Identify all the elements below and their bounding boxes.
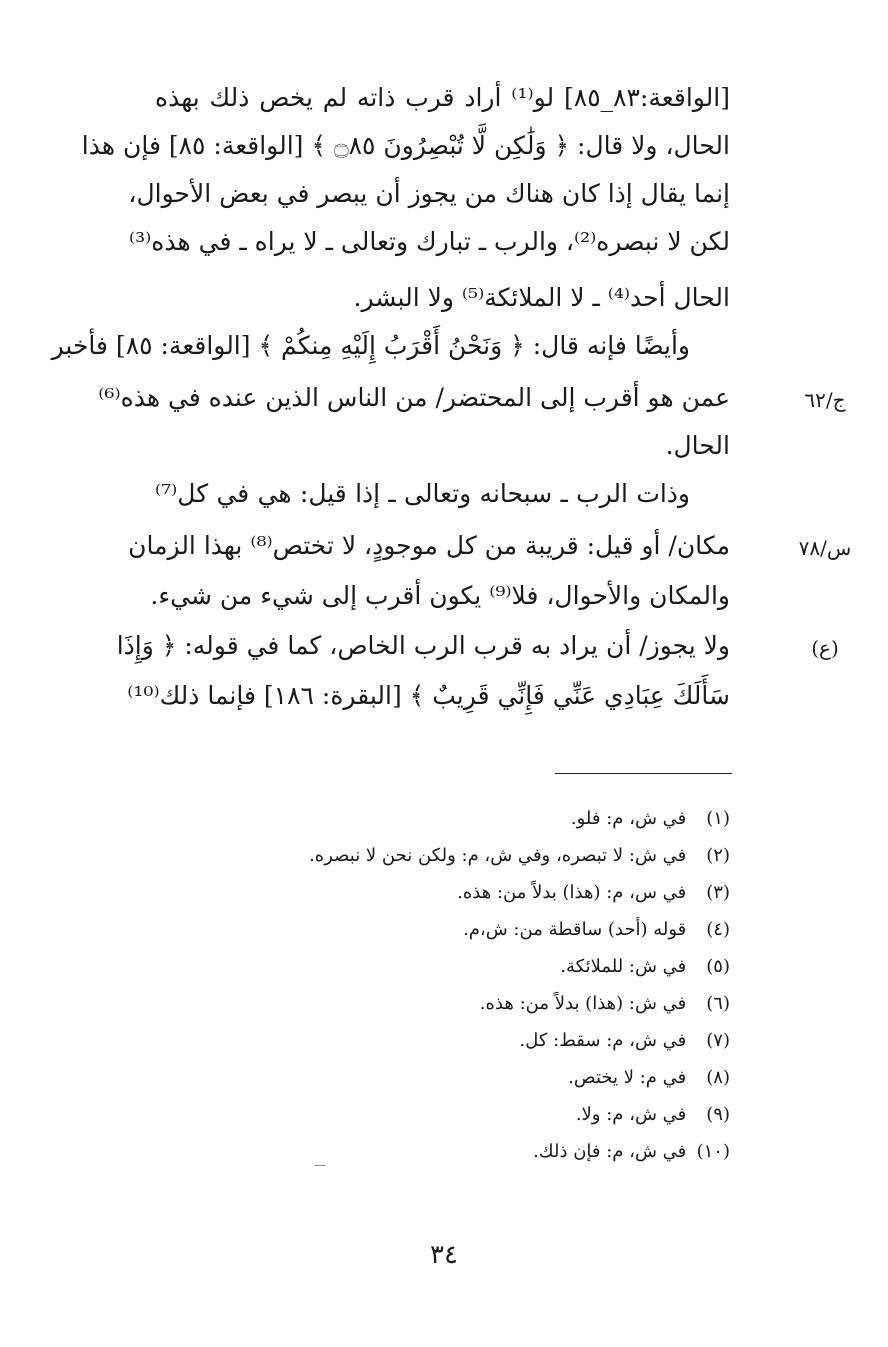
margin-note: س/٧٨	[798, 536, 852, 560]
footnote	[130, 1133, 730, 1170]
footnote-text: في ش: (هذا) بدلاً من: هذه.	[479, 993, 687, 1014]
body-line: وذات الرب ـ سبحانه وتعالى ـ إذا قيل: هي في كل⁽⁷⁾	[155, 479, 690, 508]
footnote	[130, 948, 730, 985]
footnote-number: (٥)	[706, 956, 730, 977]
footnote	[130, 1096, 730, 1133]
footnote	[130, 800, 730, 837]
footnote	[130, 1022, 730, 1059]
body-line: الحال أحد⁽⁴⁾ ـ لا الملائكة⁽⁵⁾ ولا البشر.	[353, 283, 730, 312]
footnote-number: (٤)	[706, 919, 730, 940]
body-line: إنما يقال إذا كان هناك من يجوز أن يبصر في بعض الأحوال،	[128, 179, 730, 208]
body-line: لكن لا نبصره⁽²⁾، والرب ـ تبارك وتعالى ـ لا يراه ـ في هذه⁽³⁾	[129, 227, 730, 256]
footnote-number: (٦)	[706, 993, 730, 1014]
footnote-text: في م: لا يختص.	[568, 1067, 687, 1088]
footnote-number: (١)	[706, 808, 730, 829]
footnote-text: في ش، م: سقط: كل.	[519, 1030, 687, 1051]
margin-note: ج/٦٢	[804, 388, 846, 412]
footnote-text: في ش، م: فلو.	[570, 808, 687, 829]
body-line: مكان/ أو قيل: قريبة من كل موجودٍ، لا تختص⁽⁸⁾ بهذا الزمان	[128, 531, 730, 560]
body-line: عمن هو أقرب إلى المحتضر/ من الناس الذين عنده في هذه⁽⁶⁾	[98, 383, 730, 412]
body-line: الحال، ولا قال: ﴿ وَلَٰكِن لَّا تُبْصِرُونَ ۝٨٥ ﴾ [الواقعة: ٨٥] فإن هذا	[81, 131, 730, 160]
footnote	[130, 1059, 730, 1096]
footnote-number: (١٠)	[696, 1141, 730, 1162]
body-line: [الواقعة:٨٣_٨٥] لو⁽¹⁾ أراد قرب ذاته لم يخص ذلك بهذه	[155, 83, 730, 112]
margin-note: (ع)	[811, 636, 839, 660]
footnote-number: (٧)	[706, 1030, 730, 1051]
footnote-text: في س، م: (هذا) بدلاً من: هذه.	[457, 882, 687, 903]
footnote-number: (٢)	[706, 845, 730, 866]
footnote-number: (٨)	[706, 1067, 730, 1088]
footnote-number: (٣)	[706, 882, 730, 903]
body-line: وأيضًا فإنه قال: ﴿ وَنَحْنُ أَقْرَبُ إِلَيْهِ مِنكُمْ ﴾ [الواقعة: ٨٥] فأخبر	[51, 331, 690, 360]
footnote-number: (٩)	[706, 1104, 730, 1125]
footnote	[130, 874, 730, 911]
footnote	[130, 985, 730, 1022]
body-line: الحال.	[665, 431, 730, 460]
scan-mark	[314, 1165, 326, 1166]
footnote	[130, 911, 730, 948]
page-number: ٣٤	[430, 1240, 458, 1270]
footnote-text: في ش: للملائكة.	[560, 956, 687, 977]
footnote-text: قوله (أحد) ساقطة من: ش،م.	[463, 919, 687, 940]
footnote-text: في ش، م: فإن ذلك.	[533, 1141, 687, 1162]
footnote	[130, 837, 730, 874]
footnote-separator	[555, 773, 732, 774]
footnote-text: في ش: لا تبصره، وفي ش، م: ولكن نحن لا نبصره.	[309, 845, 687, 866]
footnote-text: في ش، م: ولا.	[575, 1104, 687, 1125]
body-line: والمكان والأحوال، فلا⁽⁹⁾ يكون أقرب إلى شيء من شيء.	[150, 581, 730, 610]
body-line: سَأَلَكَ عِبَادِي عَنِّي فَإِنِّي قَرِيبٌ ﴾ [البقرة: ١٨٦] فإنما ذلك⁽¹⁰⁾	[127, 681, 730, 710]
body-line: ولا يجوز/ أن يراد به قرب الرب الخاص، كما في قوله: ﴿ وَإِذَا	[116, 631, 730, 660]
